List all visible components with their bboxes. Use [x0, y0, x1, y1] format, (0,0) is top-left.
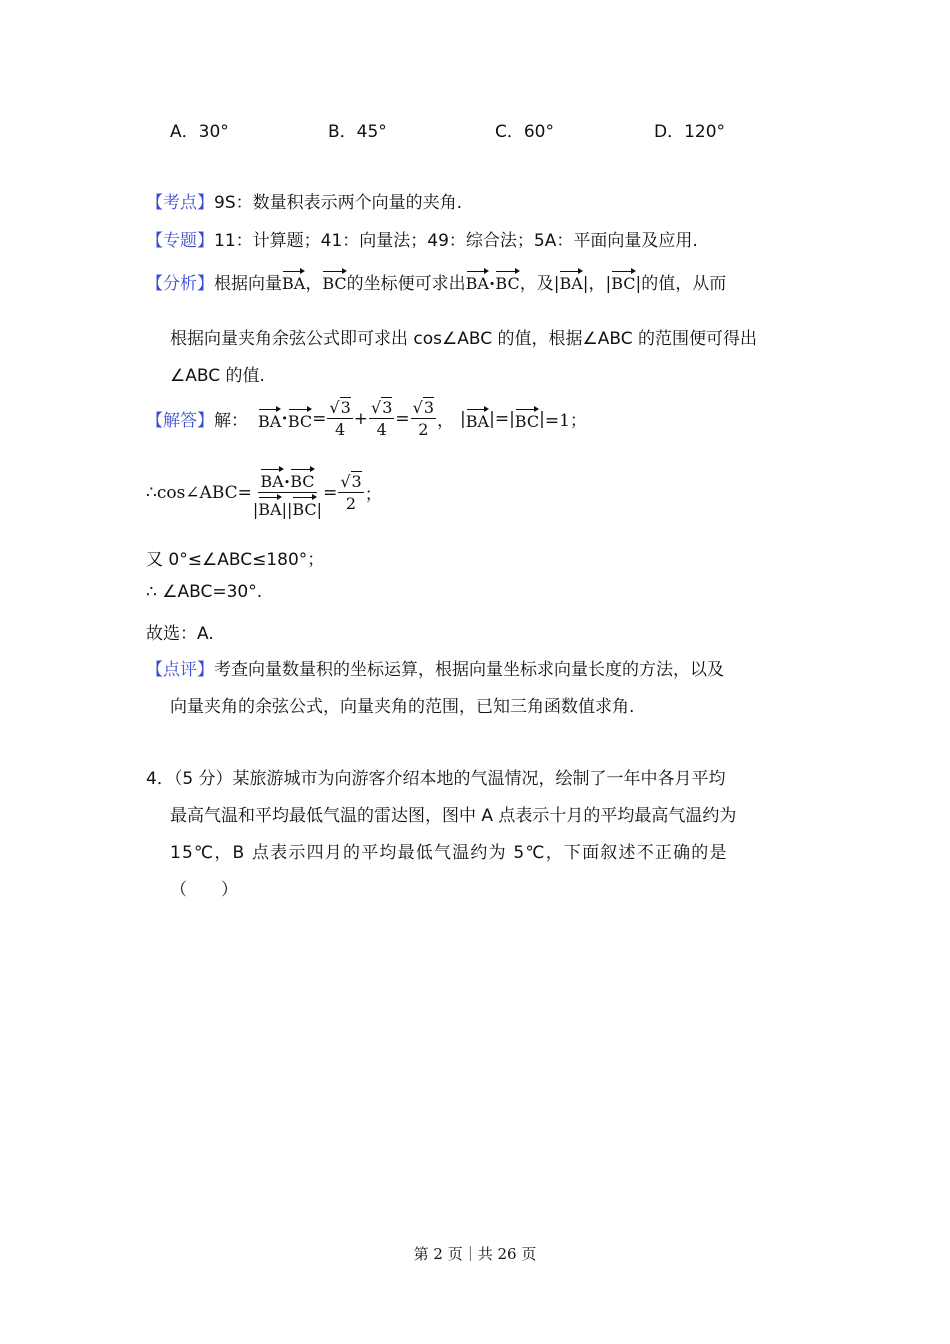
vector-ba: BA	[258, 406, 281, 431]
vector-bc: BC	[322, 268, 346, 293]
fraction-dot-over-abs	[253, 466, 322, 519]
dot-operator: •	[283, 476, 291, 489]
cos-line	[146, 466, 382, 519]
abs-bar: |	[605, 274, 612, 294]
abs-bar: ||	[281, 500, 293, 519]
zhuanti-line	[146, 226, 698, 251]
option-d: D．120°	[654, 122, 726, 142]
question-4-line-2: 最高气温和平均最低气温的雷达图，图中 A 点表示十月的平均最高气温约为	[170, 806, 737, 826]
result-line: ∴ ∠ABC=30°.	[146, 582, 263, 602]
abs-bar: |	[460, 408, 466, 429]
equals-sign: =	[323, 482, 338, 503]
fenxi-text-1: 根据向量	[214, 274, 282, 294]
option-c: C．60°	[495, 122, 555, 142]
fraction-sqrt3-over-4: $\frac{√3}{4}$	[329, 398, 351, 439]
kaodian-text: 9S：数量积表示两个向量的夹角.	[214, 193, 463, 213]
abs-bar: |	[553, 274, 560, 294]
dianping-text-1: 考查向量数量积的坐标运算，根据向量坐标求向量长度的方法，以及	[214, 660, 724, 680]
vector-ba: BA	[466, 268, 489, 293]
jieda-tag: 【解答】	[146, 411, 214, 431]
vector-ba: BA	[282, 268, 305, 293]
denominator: 2	[345, 494, 357, 513]
fenxi-text-2: 的坐标便可求出	[346, 274, 466, 294]
jieda-lead: 解：	[214, 411, 248, 431]
dot-operator: •	[488, 277, 496, 291]
dot-operator: •	[281, 412, 288, 425]
fraction-sqrt3-over-4: $\frac{√3}{4}$	[371, 398, 393, 439]
fenxi-text-4: 的值，从而	[641, 274, 727, 294]
fenxi-text-3: ，及	[519, 274, 554, 294]
dianping-line-2: 向量夹角的余弦公式，向量夹角的范围，已知三角函数值求角.	[170, 697, 635, 717]
equals-sign: =	[494, 408, 510, 429]
abs-bar: |	[489, 408, 495, 429]
plus-sign: +	[353, 408, 368, 429]
jieda-line	[146, 398, 587, 439]
fenxi-line-1	[146, 268, 726, 294]
denominator: 4	[334, 420, 346, 439]
sqrt-radicand: 3	[382, 398, 393, 417]
fraction-sqrt3-over-2: $\frac{√3}{2}$	[340, 472, 362, 513]
fenxi-line-2: 根据向量夹角余弦公式即可求出 cos∠ABC 的值，根据∠ABC 的范围便可得出	[170, 329, 758, 349]
vector-bc: BC	[515, 406, 539, 431]
option-b: B．45°	[328, 122, 387, 142]
range-line: 又 0°≤∠ABC≤180°；	[146, 550, 325, 570]
jieda-comma: ，	[437, 411, 455, 431]
zhuanti-tag: 【专题】	[146, 231, 214, 251]
vector-bc: BC	[611, 268, 635, 293]
zhuanti-text: 11：计算题；41：向量法；49：综合法；5A：平面向量及应用.	[214, 231, 698, 251]
dianping-tag: 【点评】	[146, 660, 214, 680]
kaodian-line	[146, 188, 462, 213]
fraction-sqrt3-over-2: $\frac{√3}{2}$	[412, 398, 435, 439]
abs-bar: |	[252, 500, 259, 519]
sqrt-radicand: 3	[340, 398, 351, 417]
vector-bc: BC	[290, 466, 314, 491]
cos-semicolon: ；	[364, 485, 382, 505]
abs-bar: |	[635, 274, 642, 294]
vector-ba: BA	[466, 406, 489, 431]
option-a: A．30°	[170, 122, 229, 142]
denominator: 2	[418, 420, 429, 439]
question-4-line-3: 15℃，B 点表示四月的平均最低气温约为 5℃，下面叙述不正确的是	[170, 843, 728, 863]
abs-bar: |	[539, 408, 545, 429]
vector-bc: BC	[288, 406, 312, 431]
fenxi-comma-2: ，	[588, 274, 606, 294]
vector-ba: BA	[559, 268, 582, 293]
fenxi-line-3: ∠ABC 的值.	[170, 366, 265, 386]
abs-bar: |	[582, 274, 589, 294]
fenxi-tag: 【分析】	[146, 274, 214, 294]
answer-line: 故选：A.	[146, 624, 214, 644]
vector-ba: BA	[258, 494, 281, 519]
vector-ba: BA	[260, 466, 283, 491]
kaodian-tag: 【考点】	[146, 193, 214, 213]
equals-sign: =	[395, 408, 410, 429]
cos-prefix: ∴cos∠ABC=	[146, 482, 252, 503]
abs-bar: |	[316, 500, 323, 519]
denominator: 4	[376, 420, 387, 439]
question-4-line-4: （ ）	[170, 880, 238, 900]
sqrt-radicand: 3	[423, 398, 435, 417]
question-4-line-1: 4．（5 分）某旅游城市为向游客介绍本地的气温情况，绘制了一年中各月平均	[146, 769, 726, 789]
vector-bc: BC	[495, 268, 519, 293]
abs-result: =1；	[544, 411, 587, 431]
abs-bar: |	[509, 408, 515, 429]
sqrt-radicand: 3	[351, 472, 362, 491]
page-footer: 第 2 页｜共 26 页	[413, 1245, 537, 1263]
equals-sign: =	[312, 408, 327, 429]
vector-bc: BC	[292, 494, 316, 519]
dianping-line-1	[146, 655, 724, 680]
fenxi-comma: ，	[305, 274, 323, 294]
